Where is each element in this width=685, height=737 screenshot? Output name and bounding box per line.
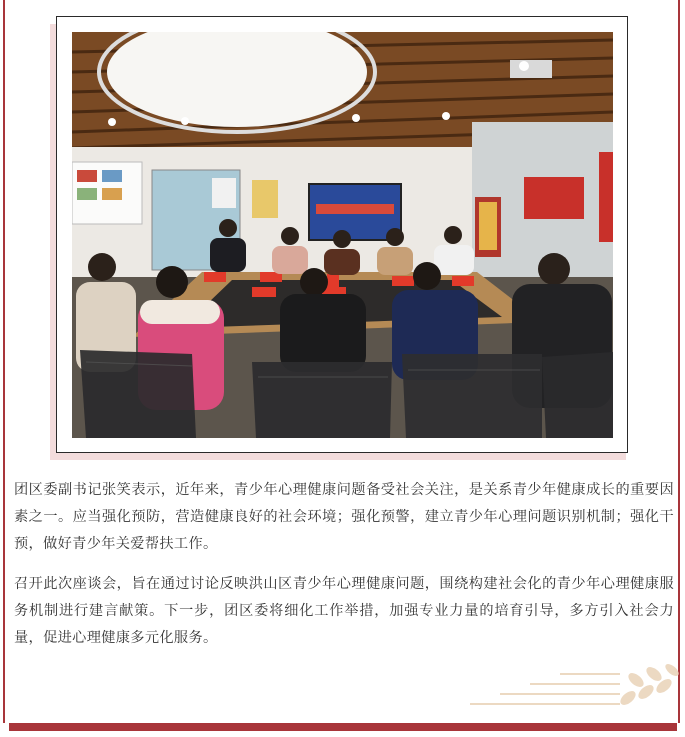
article-paragraph: 召开此次座谈会，旨在通过讨论反映洪山区青少年心理健康问题，围绕构建社会化的青少年心理健康服务机制进行建言献策。下一步，团区委将细化工作举措，加强专业力量的培育引导，多方引入社会力量，促进心理健康多元化服务。 <box>14 576 674 646</box>
wheat-decoration-icon <box>470 664 682 712</box>
article-paragraph: 团区委副书记张笑表示，近年来，青少年心理健康问题备受社会关注，是关系青少年健康成长的重要因素之一。应当强化预防，营造健康良好的社会环境；强化预警，建立青少年心理问题识别机制；强化干预，做好青少年关爱帮扶工作。 <box>14 482 674 552</box>
bottom-accent-bar <box>9 723 677 731</box>
meeting-photo[interactable] <box>72 32 613 438</box>
